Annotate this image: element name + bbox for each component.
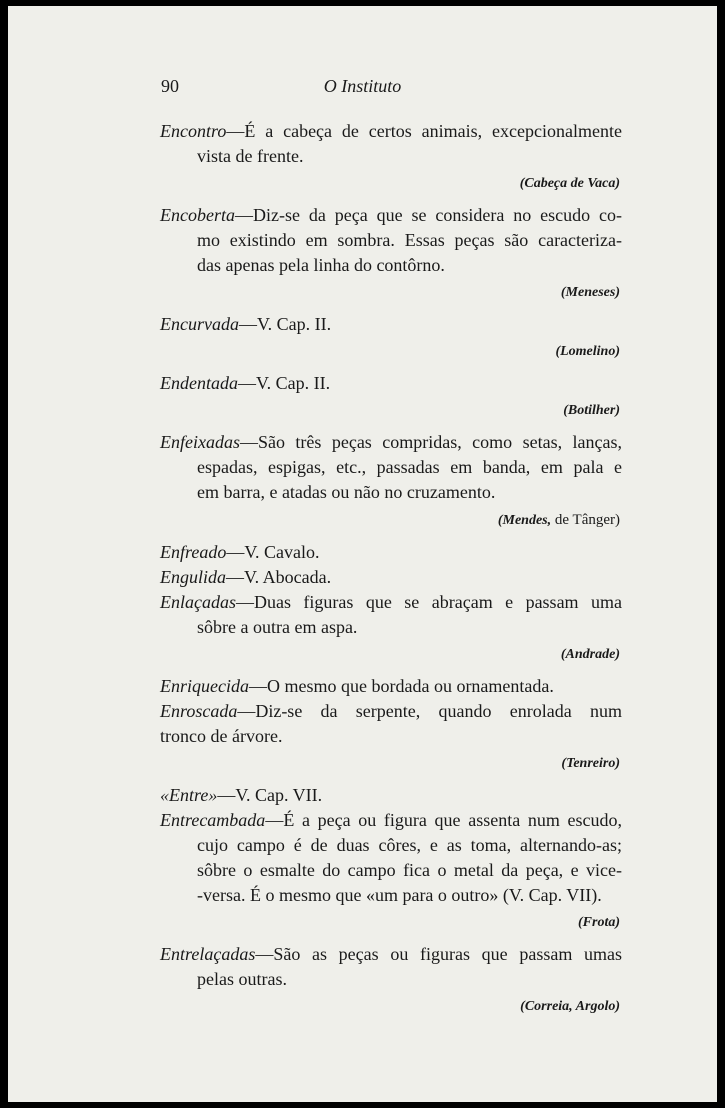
glossary-entry [160,783,622,808]
entry-term: Enroscada [160,701,238,721]
entry-continuation: tronco de árvore. [160,726,283,746]
entry-source-name: (Frota) [578,915,620,930]
entry-term: «Entre» [160,785,218,805]
entry-source [160,509,622,532]
entry-term: Entrecambada [160,810,266,830]
entry-source [160,996,622,1018]
entry-first-line [160,699,622,724]
entry-source [160,400,622,422]
entry-continuation: sôbre a outra em aspa. [197,617,358,637]
glossary-entries [160,119,622,1026]
entry-source-name: (Cabeça de Vaca) [519,176,620,191]
entry-first-line [160,783,622,808]
entry-definition: V. Cap. II. [256,314,332,334]
entry-source-name: (Tenreiro) [561,756,620,771]
entry-source [160,644,622,666]
entry-source-name: (Correia, Argolo) [520,999,620,1014]
glossary-entry [160,371,622,422]
entry-source [160,173,622,195]
entry-first-line [160,565,622,590]
glossary-entry [160,674,622,699]
glossary-entry [160,565,622,590]
glossary-entry [160,312,622,363]
page-header [8,76,717,106]
glossary-entry [160,430,622,532]
entry-definition: Diz-se da serpente, quando enrolada num [255,701,622,721]
entry-term: Enriquecida [160,676,249,696]
entry-first-line [160,430,622,455]
entry-dash: — [226,121,245,141]
entry-continuation: espadas, espigas, etc., passadas em banda, em pala e [197,457,622,477]
entry-term: Enfreado [160,542,227,562]
entry-term: Encurvada [160,314,239,334]
entry-source-name: (Lomelino) [555,344,620,359]
entry-term: Enfeixadas [160,432,240,452]
entry-first-line [160,312,622,337]
glossary-entry [160,119,622,195]
entry-definition: Diz-se da peça que se considera no escudo co- [252,205,622,225]
glossary-entry [160,203,622,304]
entry-dash: — [236,592,254,612]
entry-definition: É a cabeça de certos animais, excepcionalmente [244,121,622,141]
entry-first-line [160,674,622,699]
entry-definition: V. Cap. II. [256,373,331,393]
entry-continuation: sôbre o esmalte do campo fica o metal da peça, e vice- [197,860,622,880]
entry-continuation: cujo campo é de duas côres, e as toma, alternando-as; [197,835,622,855]
entry-dash: — [265,810,284,830]
entry-definition: Duas figuras que se abraçam e passam uma [254,592,622,612]
entry-dash: — [255,944,274,964]
entry-source-place: de Tânger) [551,512,620,528]
entry-term: Endentada [160,373,238,393]
running-title: O Instituto [323,76,402,96]
entry-dash: — [238,373,256,393]
entry-dash: — [234,205,253,225]
entry-dash: — [226,567,244,587]
entry-dash: — [217,785,236,805]
entry-continuation: mo existindo em sombra. Essas peças são caracteriza- [197,230,622,250]
entry-definition: É a peça ou figura que assenta num escudo, [283,810,622,830]
entry-dash: — [238,314,257,334]
entry-first-line [160,371,622,396]
glossary-entry [160,808,622,934]
page-number: 90 [161,76,179,96]
entry-first-line [160,119,622,144]
entry-source [160,912,622,934]
entry-definition: São as peças ou figuras que passam umas [273,944,622,964]
entry-source [160,282,622,304]
entry-source-name: (Botilher) [563,403,620,418]
glossary-entry [160,590,622,666]
entry-definition: V. Abocada. [244,567,332,587]
entry-dash: — [226,542,245,562]
entry-first-line [160,590,622,615]
entry-source-name: (Mendes, [497,513,552,528]
entry-term: Enlaçadas [160,592,236,612]
entry-dash: — [248,676,267,696]
entry-first-line [160,540,622,565]
entry-term: Engulida [160,567,226,587]
entry-definition: O mesmo que bordada ou ornamentada. [266,676,554,696]
entry-term: Encoberta [160,205,235,225]
entry-source [160,753,622,775]
entry-term: Entrelaçadas [160,944,256,964]
entry-source-name: (Andrade) [560,647,620,662]
entry-first-line [160,942,622,967]
entry-continuation: pelas outras. [197,969,287,989]
entry-source-name: (Meneses) [560,285,620,300]
entry-term: Encontro [160,121,227,141]
entry-dash: — [237,701,256,721]
glossary-entry [160,699,622,775]
entry-definition: São três peças compridas, como setas, lanças, [257,432,622,452]
entry-continuation: vista de frente. [197,146,304,166]
entry-dash: — [239,432,258,452]
entry-definition: V. Cap. VII. [235,785,323,805]
entry-source [160,341,622,363]
entry-continuation: em barra, e atadas ou não no cruzamento. [197,482,496,502]
entry-first-line [160,203,622,228]
entry-continuation: -versa. É o mesmo que «um para o outro» (V. Cap. VII). [197,885,602,905]
glossary-entry [160,540,622,565]
document-page [8,6,717,1102]
glossary-entry [160,942,622,1018]
entry-first-line [160,808,622,833]
entry-definition: V. Cavalo. [244,542,320,562]
entry-continuation: das apenas pela linha do contôrno. [197,255,445,275]
